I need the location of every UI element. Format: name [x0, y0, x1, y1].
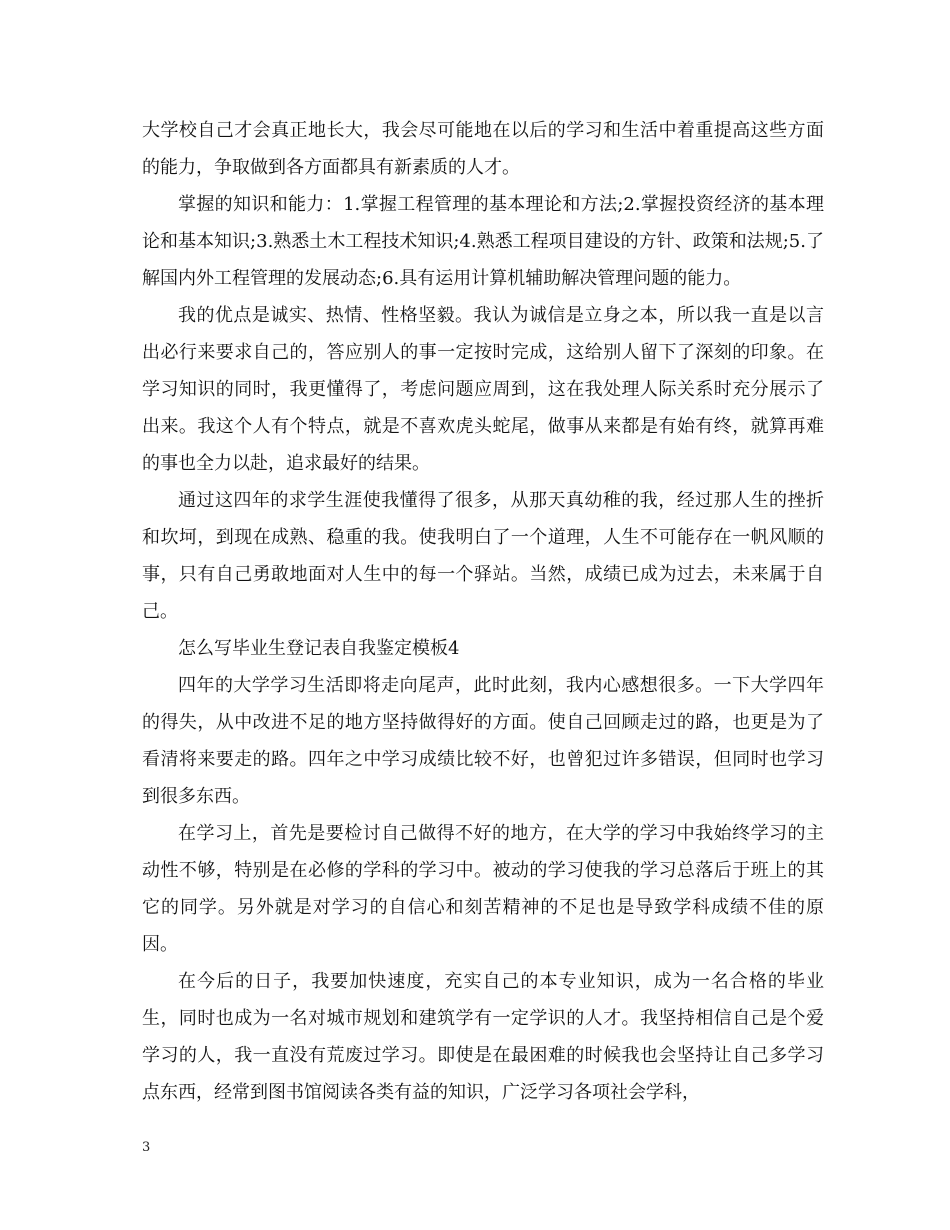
- paragraph: 在学习上，首先是要检讨自己做得不好的地方，在大学的学习中我始终学习的主动性不够，特别是在必修的学科的学习中。被动的学习使我的学习总落后于班上的其它的同学。另外就是对学习的自信心和刻苦精神的不足也是导致学科成绩不佳的原因。: [142, 823, 824, 955]
- section-heading: 怎么写毕业生登记表自我鉴定模板4: [178, 638, 460, 659]
- paragraph: 我的优点是诚实、热情、性格坚毅。我认为诚信是立身之本，所以我一直是以言出必行来要求自己的，答应别人的事一定按时完成，这给别人留下了深刻的印象。在学习知识的同时，我更懂得了，考虑问题应周到，这在我处理人际关系时充分展示了出来。我这个人有个特点，就是不喜欢虎头蛇尾，做事从来都是有始有终，就算再难的事也全力以赴，追求最好的结果。: [142, 305, 824, 474]
- paragraph: 在今后的日子，我要加快速度，充实自己的本专业知识，成为一名合格的毕业生，同时也成为一名对城市规划和建筑学有一定学识的人才。我坚持相信自己是个爱学习的人，我一直没有荒废过学习。即使是在最困难的时候我也会坚持让自己多学习点东西，经常到图书馆阅读各类有益的知识，广泛学习各项社会学科，: [142, 971, 824, 1103]
- page-number: 3: [142, 1140, 151, 1155]
- paragraph: 掌握的知识和能力：1.掌握工程管理的基本理论和方法;2.掌握投资经济的基本理论和基本知识;3.熟悉土木工程技术知识;4.熟悉工程项目建设的方针、政策和法规;5.了解国内外工程管理的发展动态;6.具有运用计算机辅助解决管理问题的能力。: [142, 194, 824, 289]
- document-body: [142, 112, 824, 1111]
- paragraph: 四年的大学学习生活即将走向尾声，此时此刻，我内心感想很多。一下大学四年的得失，从中改进不足的地方坚持做得好的方面。使自己回顾走过的路，也更是为了看清将来要走的路。四年之中学习成绩比较不好，也曾犯过许多错误，但同时也学习到很多东西。: [142, 675, 824, 807]
- paragraph: 大学校自己才会真正地长大，我会尽可能地在以后的学习和生活中着重提高这些方面的能力，争取做到各方面都具有新素质的人才。: [142, 120, 824, 178]
- paragraph: 通过这四年的求学生涯使我懂得了很多，从那天真幼稚的我，经过那人生的挫折和坎坷，到现在成熟、稳重的我。使我明白了一个道理，人生不可能存在一帆风顺的事，只有自己勇敢地面对人生中的每一个驿站。当然，成绩已成为过去，未来属于自己。: [142, 490, 824, 622]
